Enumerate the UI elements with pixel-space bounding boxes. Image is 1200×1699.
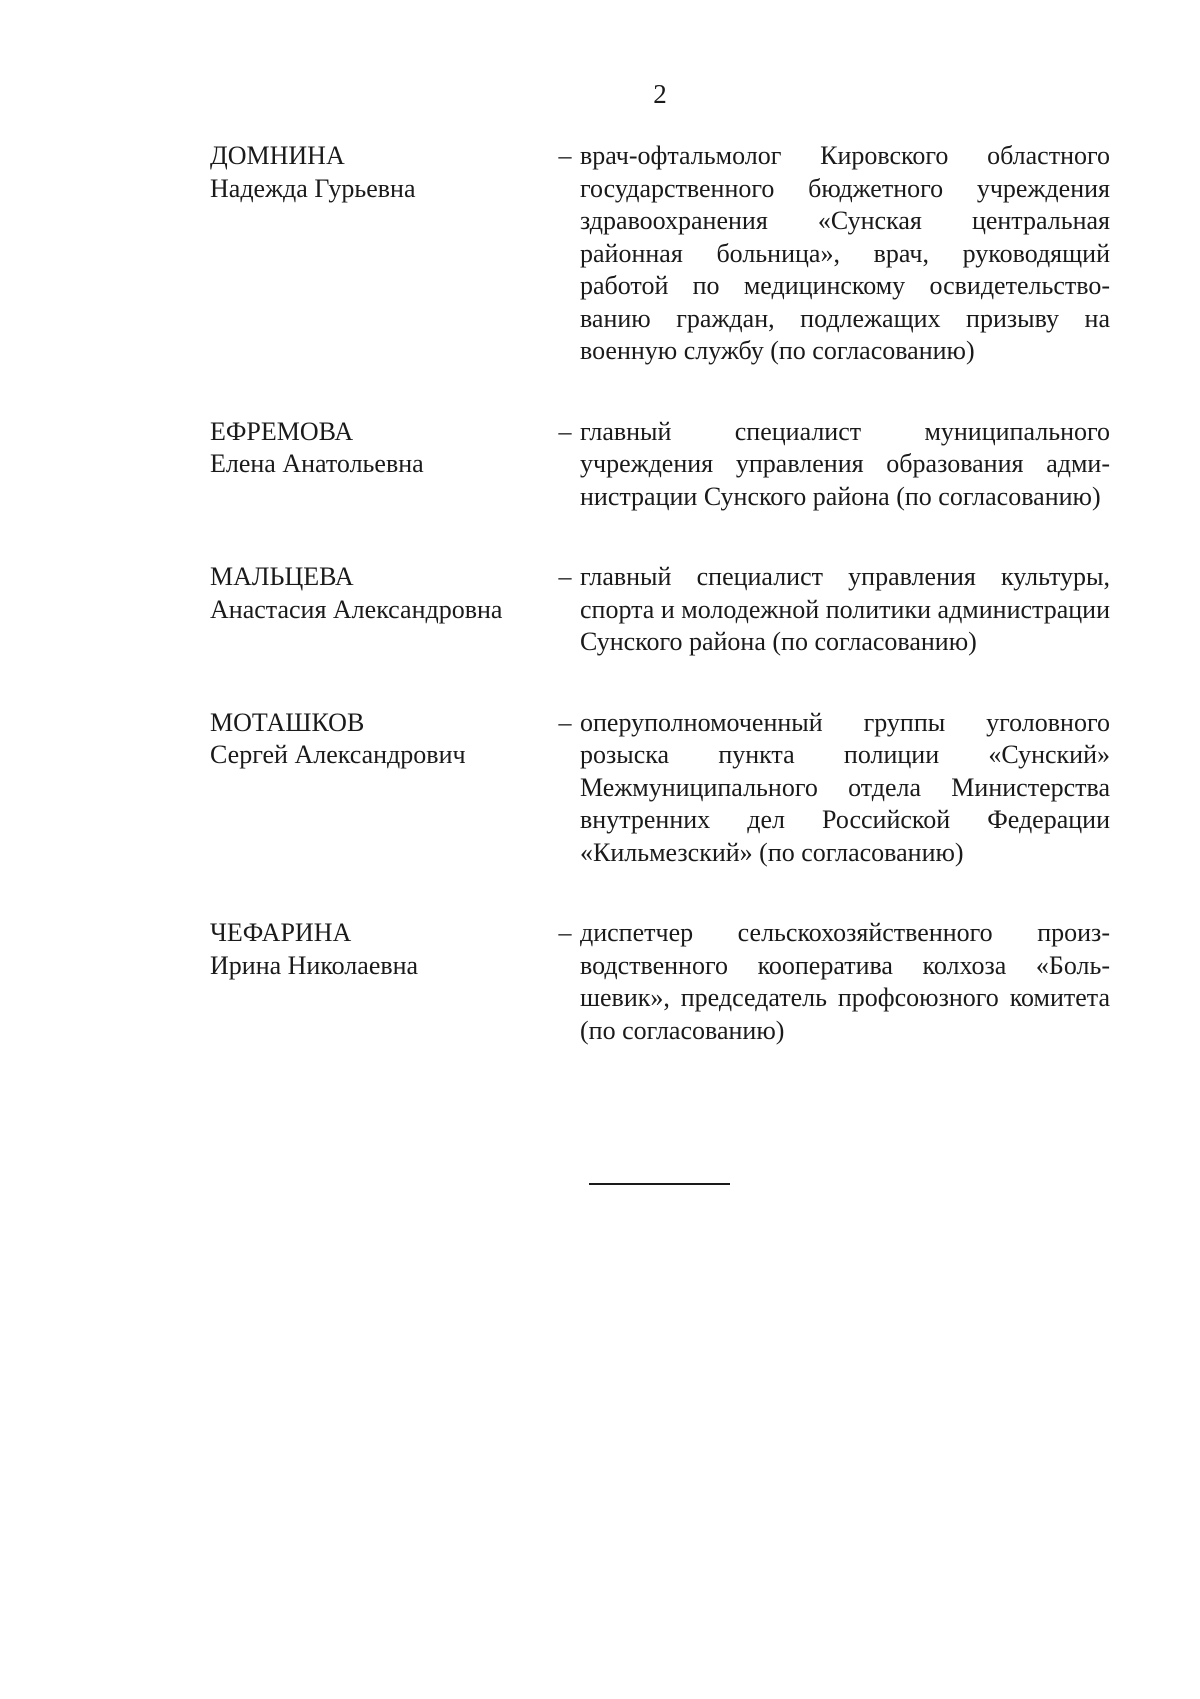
member-name (210, 707, 550, 772)
member-given-names: Анастасия Александровна (210, 594, 503, 624)
member-entry (210, 707, 1120, 870)
dash-separator: – (558, 918, 572, 947)
closing-rule (589, 1183, 730, 1185)
member-surname: ДОМНИНА (210, 141, 345, 170)
member-name (210, 561, 550, 626)
member-role: оперуполномоченный группы уголовного розыска пункта полиции «Сунский» Межмуниципального отдела Министерства внутренних дел Российской Федерации «Кильмезский» (по согласованию) (580, 707, 1110, 867)
member-name (210, 416, 550, 481)
dash-separator: – (558, 141, 572, 170)
member-role: главный специалист муниципального учреждения управления образования администрации Сунского района (по согласованию) (580, 416, 1110, 511)
member-given-names: Надежда Гурьевна (210, 173, 416, 203)
commission-members-list (210, 140, 1120, 1047)
member-role: главный специалист управления культуры, спорта и молодежной политики администрации Сунского района (по согласованию) (580, 562, 1110, 656)
member-given-names: Ирина Николаевна (210, 950, 419, 980)
member-surname: МАЛЬЦЕВА (210, 562, 354, 591)
member-surname: ЕФРЕМОВА (210, 416, 354, 446)
member-name (210, 140, 550, 205)
member-entry (210, 917, 1120, 1047)
dash-separator: – (558, 416, 572, 446)
dash-separator: – (558, 707, 572, 737)
member-name (210, 917, 550, 982)
member-entry (210, 416, 1120, 514)
dash-separator: – (558, 562, 572, 591)
page-number: 2 (653, 79, 667, 109)
member-role: диспетчер сельскохозяйственного производственного кооператива колхоза «Большевик», председатель профсоюзного комитета (по согласованию) (580, 918, 1110, 1045)
member-given-names: Сергей Александрович (210, 740, 466, 769)
member-entry (210, 140, 1120, 368)
member-surname: ЧЕФАРИНА (210, 918, 352, 947)
member-entry (210, 561, 1120, 659)
member-surname: МОТАШКОВ (210, 707, 365, 737)
member-role: врач-офтальмолог Кировского областного государственного бюджетного учреждения здравоохранения «Сунская центральная районная больница», врач, руководящий работой по медицинскому освидетельствованию граждан, подлежащих призыву на военную службу (по согласованию) (580, 141, 1110, 365)
member-given-names: Елена Анатольевна (210, 449, 424, 478)
